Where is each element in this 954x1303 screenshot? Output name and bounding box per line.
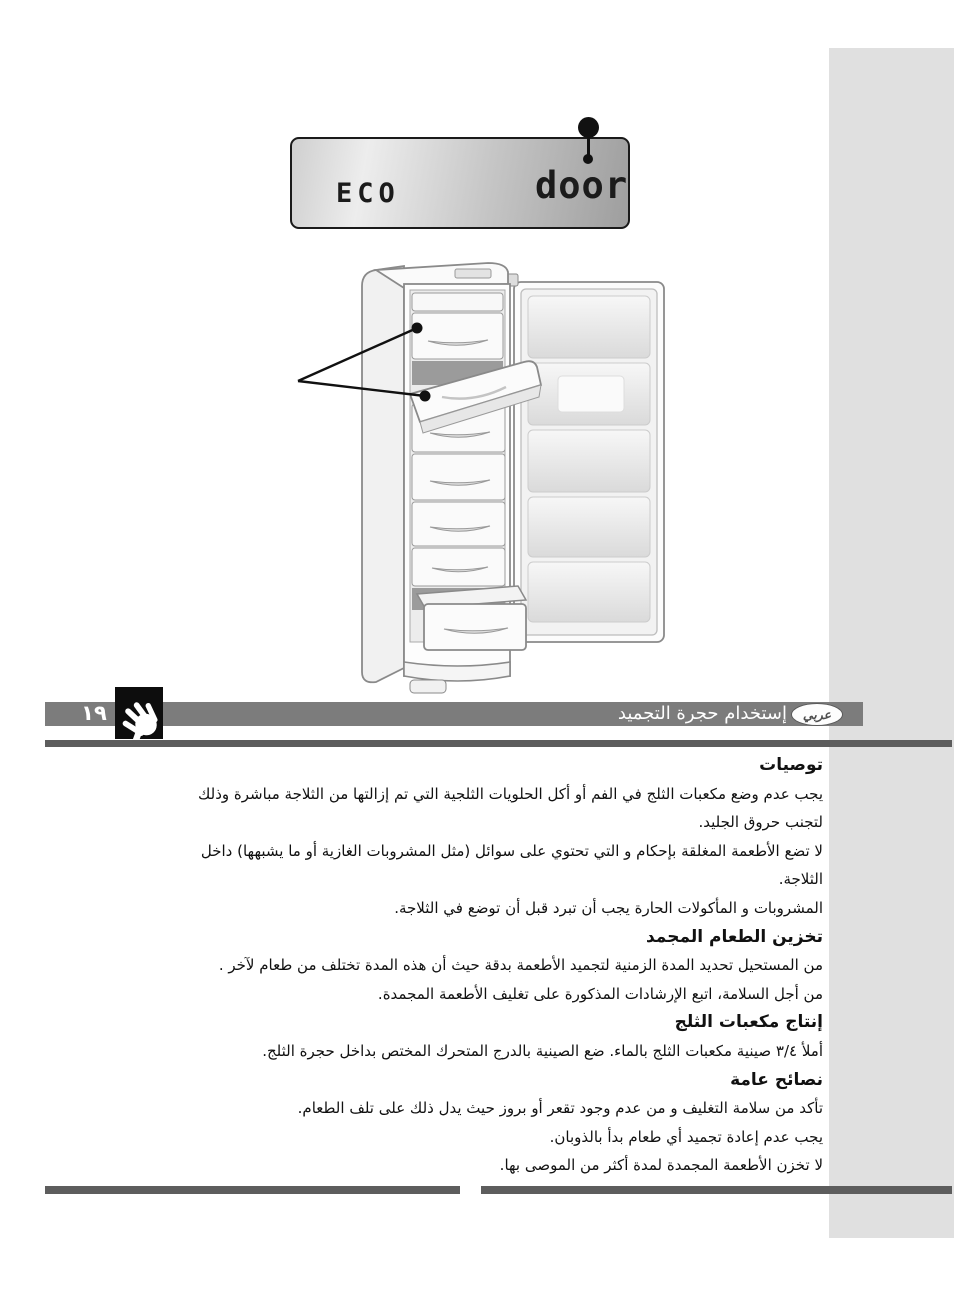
section-title: إنتاج مكعبات الثلج xyxy=(674,1012,823,1033)
body-line: لا تضع الأطعمة المغلقة بإحكام و التي تحتوي على سوائل (مثل المشروبات الغازية أو ما يشبهها) داخل xyxy=(200,841,823,860)
body-line: يجب عدم إعادة تجميد أي طعام بدأ بالذوبان. xyxy=(549,1127,823,1146)
ice-flap-closed xyxy=(412,293,503,311)
body-line: أملأ ٣/٤ صينية مكعبات الثلج بالماء. ضع الصينية بالدرج المتحرك المختص بداخل حجرة الثلج. xyxy=(262,1041,823,1060)
page-side-strip xyxy=(829,48,954,1238)
door-callout-pointer xyxy=(583,154,593,164)
footer-rule-right xyxy=(481,1186,952,1194)
body-line: من المستحيل تحديد المدة الزمنية لتجميد الأطعمة بدقة حيث أن هذه المدة تختلف من طعام لآخر . xyxy=(218,956,823,975)
header-divider-rule xyxy=(45,740,952,747)
control-display-panel xyxy=(290,137,630,229)
freezer-drawer-5 xyxy=(412,548,505,586)
freezer-drawer-3 xyxy=(412,454,505,500)
freezer-base xyxy=(404,662,510,693)
language-badge: عربي xyxy=(791,703,843,726)
body-line: لتجنب حروق الجليد. xyxy=(698,813,823,832)
page-number: ١٩ xyxy=(81,701,107,725)
body-text xyxy=(90,751,823,1180)
body-line: الثلاجة. xyxy=(778,870,823,889)
body-line: لا تخزن الأطعمة المجمدة لمدة أكثر من الموصى بها. xyxy=(499,1156,823,1175)
body-line: تأكد من سلامة التغليف و من عدم وجود تقعر أو بروز حيث يدل ذلك على تلف الطعام. xyxy=(297,1099,823,1118)
door-indicator-label: door xyxy=(535,164,629,207)
section-title: توصيات xyxy=(759,755,823,775)
body-line: من أجل السلامة، اتبع الإرشادات المذكورة على تغليف الأطعمة المجمدة. xyxy=(377,984,823,1003)
eco-indicator-label: ECO xyxy=(336,178,400,209)
section-header-title: إستخدام حجرة التجميد xyxy=(617,703,787,724)
section-title: نصائح عامة xyxy=(730,1069,823,1090)
hand-icon xyxy=(115,687,163,739)
footer-rule-left xyxy=(45,1186,460,1194)
freezer-drawer-1 xyxy=(412,313,503,359)
freezer-open-door xyxy=(514,282,664,642)
section-title: تخزين الطعام المجمد xyxy=(645,926,823,947)
body-line: يجب عدم وضع مكعبات الثلج في الفم أو أكل الحلويات الثلجية التي تم إزالتها من الثلاجة مباشرة وذلك xyxy=(198,784,823,803)
body-line: المشروبات و المأكولات الحارة يجب أن تبرد قبل أن توضع في الثلاجة. xyxy=(394,898,823,917)
freezer-drawer-4 xyxy=(412,502,505,546)
freezer-illustration xyxy=(292,256,672,696)
freezer-bottom-drawer-open xyxy=(412,586,526,650)
